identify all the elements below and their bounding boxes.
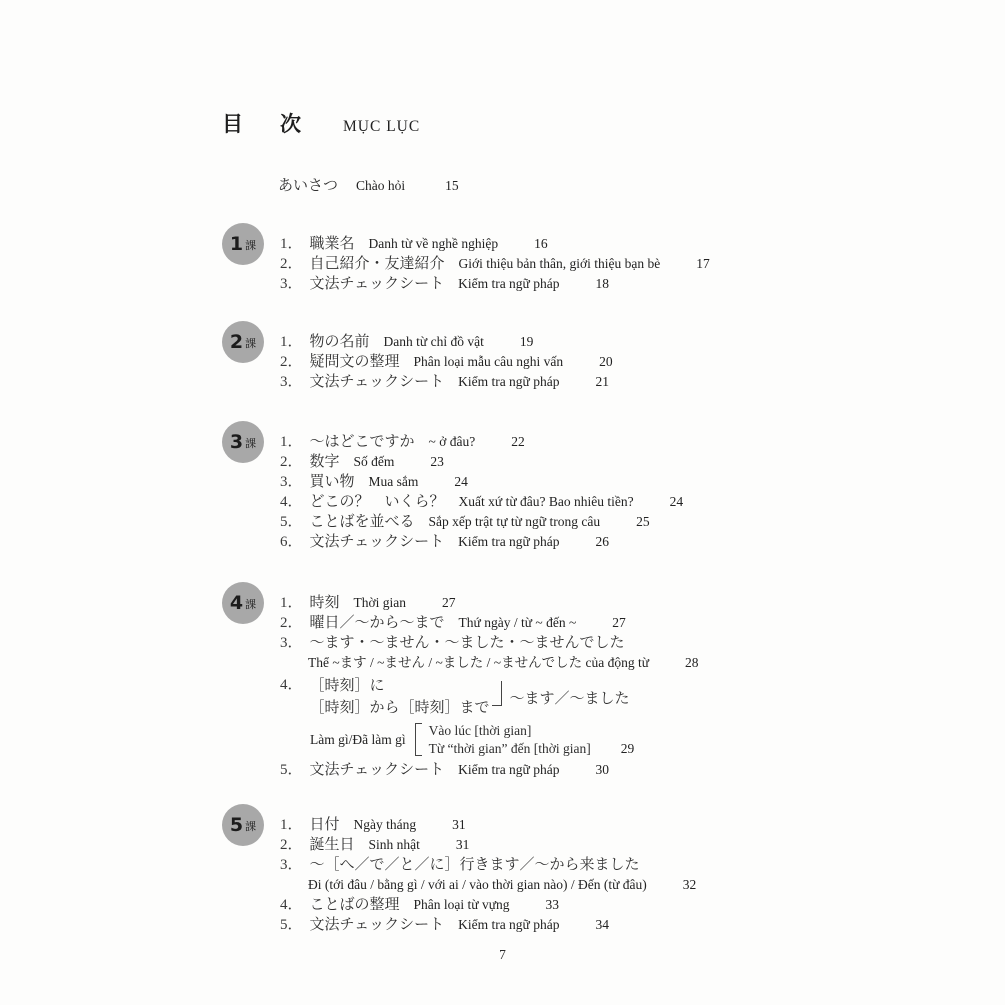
entry-vietnamese: Sắp xếp trật tự từ ngữ trong câu <box>428 514 601 529</box>
lesson-1-items <box>280 223 710 294</box>
entry-page-number: 23 <box>430 454 444 469</box>
entry-japanese: 時刻 <box>309 595 340 611</box>
lesson-4-number: 4 <box>229 591 244 614</box>
toc-entry-translation-bracket <box>310 722 699 757</box>
entry-number: 3． <box>280 474 303 490</box>
bracket-left <box>415 723 422 756</box>
lesson-5-number: 5 <box>229 813 244 836</box>
entry-number: 2． <box>280 256 303 272</box>
entry-page-number: 29 <box>620 740 635 756</box>
toc-entry-translation <box>308 653 699 673</box>
entry-vietnamese: Kiểm tra ngữ pháp <box>458 276 560 291</box>
entry-page-number: 27 <box>442 595 456 610</box>
entry-page-number: 20 <box>599 354 613 369</box>
entry-number: 2． <box>280 837 303 853</box>
entry-japanese: 職業名 <box>309 236 355 252</box>
entry-number: 1． <box>280 595 303 611</box>
pattern-result: ～ます／～ました <box>509 690 630 707</box>
page-footer <box>0 947 1005 963</box>
lesson-3-number: 3 <box>229 430 244 453</box>
toc-entry <box>280 372 613 392</box>
entry-japanese: 誕生日 <box>309 837 355 853</box>
lesson-5-block <box>222 804 945 935</box>
lesson-1-suffix: 課 <box>245 238 257 252</box>
entry-japanese: 文法チェックシート <box>309 276 445 292</box>
entry-page-number: 24 <box>669 494 684 509</box>
lesson-4-items <box>280 582 699 780</box>
entry-vietnamese: Kiểm tra ngữ pháp <box>458 917 560 932</box>
lesson-2-suffix: 課 <box>245 336 257 350</box>
translation-line-1: Vào lúc [thời gian] <box>428 723 532 738</box>
entry-number: 2． <box>280 354 303 370</box>
entry-vietnamese: Số đếm <box>353 454 395 469</box>
entry-japanese: 文法チェックシート <box>309 374 445 390</box>
lesson-5-items <box>280 804 696 935</box>
page-title <box>222 108 945 138</box>
toc-entry <box>280 895 696 915</box>
entry-number: 4． <box>280 897 303 913</box>
entry-vietnamese: Phân loại từ vựng <box>413 897 510 912</box>
entry-vietnamese: Kiểm tra ngữ pháp <box>458 762 560 777</box>
toc-entry <box>280 352 613 372</box>
entry-page-number: 33 <box>545 897 560 912</box>
toc-entry <box>280 633 699 653</box>
footer-page-number: 7 <box>499 947 506 962</box>
lesson-4-suffix: 課 <box>245 597 257 611</box>
title-japanese: 目 次 <box>222 112 309 136</box>
entry-number: 4． <box>280 494 303 510</box>
lesson-2-items <box>280 321 613 392</box>
entry-page-number: 21 <box>595 374 609 389</box>
toc-entry <box>280 254 710 274</box>
bracket-corner <box>492 681 502 706</box>
entry-page-number: 31 <box>452 817 466 832</box>
entry-page-number: 22 <box>511 434 525 449</box>
toc-entry <box>280 432 683 452</box>
translation-label: Làm gì/Đã làm gì <box>310 731 406 747</box>
entry-vietnamese: Xuất xứ từ đâu? Bao nhiêu tiền? <box>458 494 634 509</box>
entry-number: 1． <box>280 817 303 833</box>
toc-entry <box>280 234 710 254</box>
lesson-2-badge <box>222 321 264 363</box>
toc-entry-translation <box>308 875 696 895</box>
entry-number: 2． <box>280 454 303 470</box>
entry-number: 1． <box>280 334 303 350</box>
entry-page-number: 34 <box>595 917 609 932</box>
lesson-1-block <box>222 223 945 294</box>
entry-japanese: 数字 <box>309 454 340 470</box>
entry-japanese: ～はどこですか <box>309 434 415 450</box>
entry-vietnamese: Ngày tháng <box>353 817 417 832</box>
lesson-5-badge <box>222 804 264 846</box>
toc-entry <box>280 815 696 835</box>
greeting-row <box>278 176 945 196</box>
toc-entry <box>280 472 683 492</box>
toc-entry <box>280 532 683 552</box>
entry-vietnamese: Đi (tới đâu / bằng gì / với ai / vào thời gian nào) / Đến (từ đâu) <box>308 877 647 892</box>
entry-japanese: ことばを並べる <box>309 514 415 530</box>
toc-entry <box>280 855 696 875</box>
entry-japanese: 自己紹介・友達紹介 <box>309 256 445 272</box>
entry-page-number: 25 <box>636 514 650 529</box>
lesson-1-badge <box>222 223 264 265</box>
toc-entry-grammar-pattern <box>280 675 699 719</box>
lesson-3-suffix: 課 <box>245 436 257 450</box>
lesson-2-number: 2 <box>229 330 244 353</box>
toc-entry <box>280 452 683 472</box>
entry-page-number: 16 <box>534 236 548 251</box>
entry-number: 5． <box>280 514 303 530</box>
entry-number: 1． <box>280 236 303 252</box>
entry-number: 5． <box>280 762 303 778</box>
entry-japanese: ～［へ／で／と／に］行きます／～から来ました <box>309 857 640 873</box>
entry-vietnamese: Danh từ về nghề nghiệp <box>368 236 499 251</box>
translation-line-2: Từ “thời gian” đến [thời gian] <box>428 740 591 756</box>
entry-vietnamese: Thời gian <box>353 595 407 610</box>
lesson-2-block <box>222 321 945 392</box>
entry-japanese: 文法チェックシート <box>309 534 445 550</box>
toc-entry <box>280 274 710 294</box>
entry-page-number: 26 <box>595 534 609 549</box>
entry-vietnamese: Mua sắm <box>368 474 419 489</box>
greeting-page-number: 15 <box>445 178 459 193</box>
entry-page-number: 24 <box>454 474 468 489</box>
toc-entry <box>280 760 699 780</box>
entry-vietnamese: Danh từ chỉ đồ vật <box>383 334 484 349</box>
entry-number: 3． <box>280 857 303 873</box>
lesson-3-items <box>280 421 683 552</box>
toc-entry <box>280 915 696 935</box>
entry-japanese: 買い物 <box>309 474 355 490</box>
entry-japanese: 文法チェックシート <box>309 762 445 778</box>
entry-page-number: 31 <box>455 837 470 852</box>
lesson-3-block <box>222 421 945 552</box>
toc-entry <box>280 835 696 855</box>
entry-number: 4． <box>280 677 303 693</box>
entry-vietnamese: Thứ ngày / từ ~ đến ~ <box>458 615 577 630</box>
pattern-japanese-lines <box>310 675 490 719</box>
pattern-line-1: ［時刻］に <box>309 678 385 694</box>
lesson-4-block <box>222 582 945 780</box>
entry-number: 6． <box>280 534 303 550</box>
entry-number: 2． <box>280 615 303 631</box>
entry-japanese: どこの？ いくら？ <box>309 494 445 510</box>
entry-vietnamese: Kiểm tra ngữ pháp <box>458 534 560 549</box>
greeting-japanese: あいさつ <box>278 178 339 194</box>
entry-number: 3． <box>280 635 303 651</box>
entry-vietnamese: ~ ở đâu? <box>428 434 476 449</box>
entry-japanese: ～ます・～ません・～ました・～ませんでした <box>309 635 625 651</box>
entry-vietnamese: Kiểm tra ngữ pháp <box>458 374 560 389</box>
entry-page-number: 27 <box>612 615 626 630</box>
entry-page-number: 28 <box>685 655 699 670</box>
entry-japanese: 文法チェックシート <box>309 917 445 933</box>
entry-japanese: 日付 <box>309 817 340 833</box>
entry-japanese: ことばの整理 <box>309 897 400 913</box>
toc-entry <box>280 332 613 352</box>
entry-number: 1． <box>280 434 303 450</box>
entry-japanese: 曜日／～から～まで <box>309 615 445 631</box>
entry-number: 3． <box>280 276 303 292</box>
lesson-1-number: 1 <box>229 232 244 255</box>
entry-page-number: 19 <box>519 334 534 349</box>
toc-entry <box>280 593 699 613</box>
entry-page-number: 18 <box>595 276 609 291</box>
entry-number: 5． <box>280 917 303 933</box>
translation-lines <box>429 722 635 757</box>
entry-japanese: 疑問文の整理 <box>309 354 400 370</box>
entry-number: 3． <box>280 374 303 390</box>
toc-entry <box>280 512 683 532</box>
greeting-vietnamese: Chào hỏi <box>356 178 406 193</box>
entry-vietnamese: Sinh nhật <box>368 837 420 852</box>
entry-japanese: 物の名前 <box>309 334 370 350</box>
lesson-5-suffix: 課 <box>245 819 257 833</box>
entry-page-number: 17 <box>696 256 710 271</box>
entry-page-number: 32 <box>682 877 697 892</box>
lesson-3-badge <box>222 421 264 463</box>
entry-vietnamese: Phân loại mẫu câu nghi vấn <box>413 354 564 369</box>
entry-vietnamese: Thể ~ます / ~ません / ~ました / ~ませんでした của động từ <box>308 655 650 670</box>
entry-vietnamese: Giới thiệu bản thân, giới thiệu bạn bè <box>458 256 661 271</box>
lesson-4-badge <box>222 582 264 624</box>
title-vietnamese: MỤC LỤC <box>343 118 421 135</box>
pattern-line-2: ［時刻］から［時刻］まで <box>309 700 490 716</box>
toc-entry <box>280 613 699 633</box>
toc-entry <box>280 492 683 512</box>
entry-page-number: 30 <box>595 762 609 777</box>
